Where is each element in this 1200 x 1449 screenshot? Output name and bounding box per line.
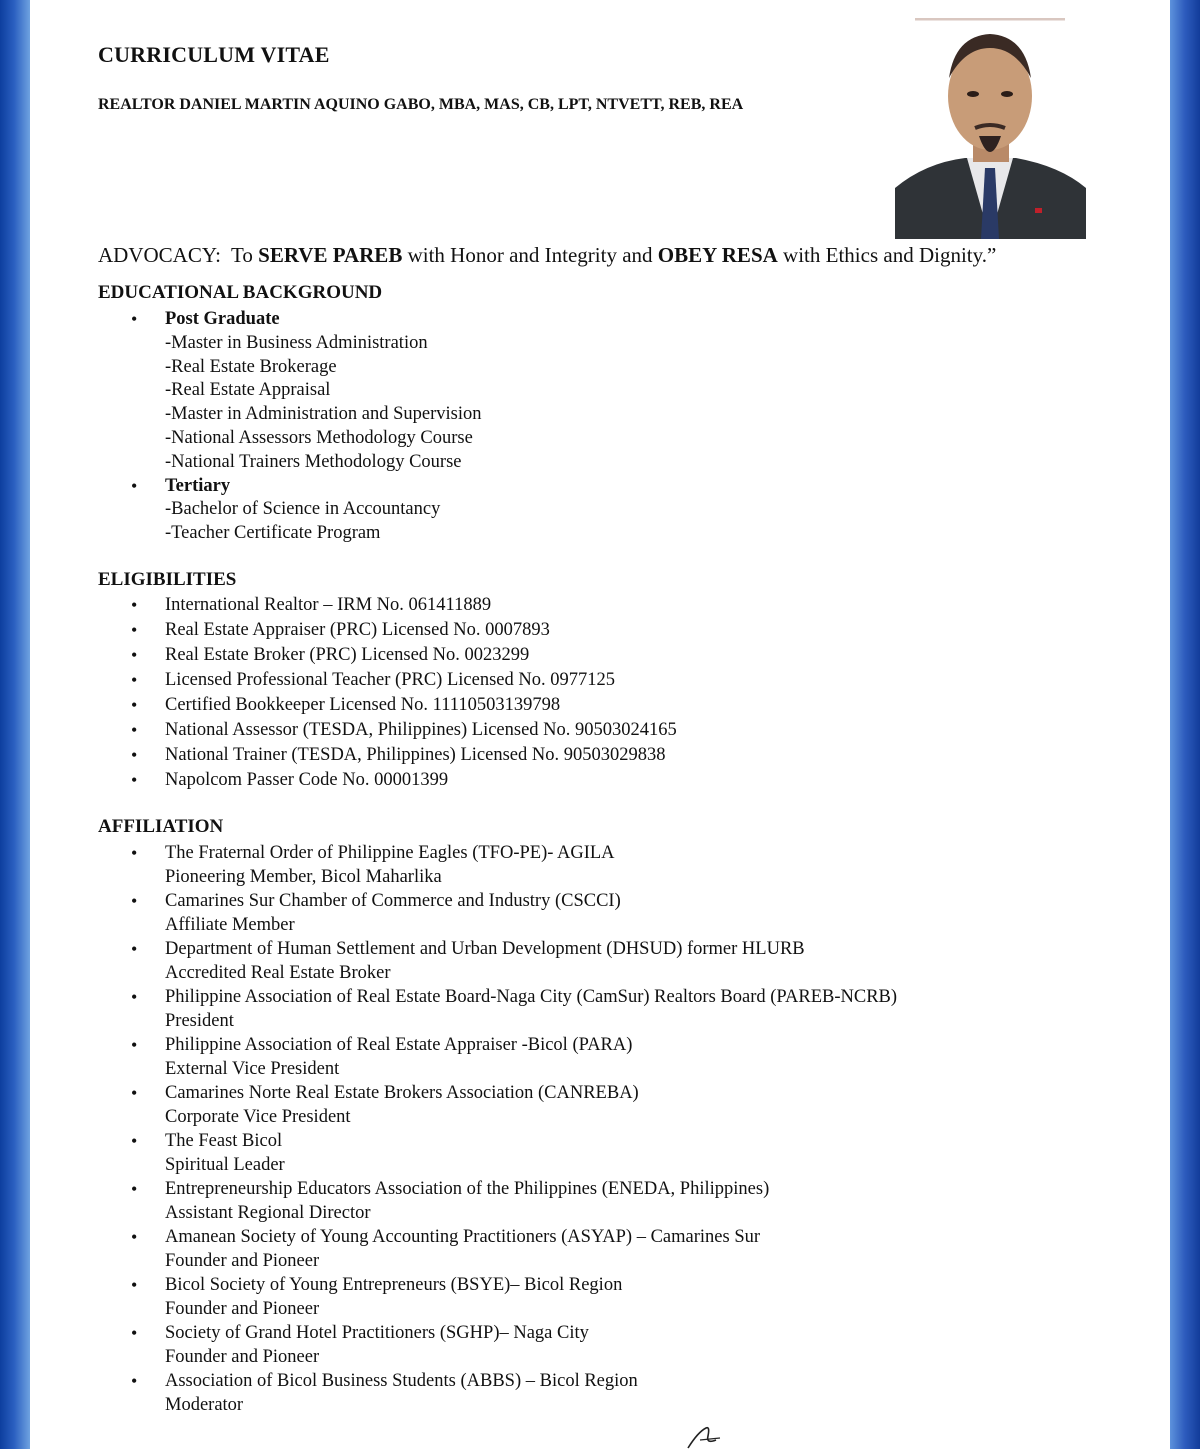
list-item: • Licensed Professional Teacher (PRC) Licensed No. 0977125 (98, 668, 677, 693)
affiliation-role: Corporate Vice President (165, 1106, 351, 1127)
affiliation-item (98, 842, 897, 889)
eligibilities-heading: ELIGIBILITIES (98, 569, 237, 590)
affiliation-org: • Department of Human Settlement and Urban Development (DHSUD) former HLURB (165, 939, 805, 959)
profile-photo (895, 18, 1086, 239)
affiliation-org: • Philippine Association of Real Estate Appraiser -Bicol (PARA) (165, 1035, 633, 1055)
affiliation-org: • Association of Bicol Business Students (ABBS) – Bicol Region (165, 1371, 638, 1391)
affiliation-item (98, 1274, 897, 1321)
affiliation-item (98, 1322, 897, 1369)
advocacy-statement (98, 243, 996, 268)
affiliation-role: Affiliate Member (165, 914, 295, 935)
education-item: -Master in Business Administration (165, 332, 428, 353)
affiliation-item (98, 938, 897, 985)
advocacy-text-1: To (231, 243, 259, 267)
education-item: -Real Estate Appraisal (165, 380, 331, 401)
education-item: -Bachelor of Science in Accountancy (165, 499, 441, 520)
affiliation-role: President (165, 1010, 234, 1031)
affiliation-role: Accredited Real Estate Broker (165, 962, 391, 983)
affiliation-item (98, 1370, 897, 1417)
affiliation-org: • Entrepreneurship Educators Association of the Philippines (ENEDA, Philippines) (165, 1179, 770, 1199)
affiliation-org: • The Feast Bicol (165, 1131, 283, 1151)
list-item: • International Realtor – IRM No. 061411889 (98, 593, 677, 618)
affiliation-org: • Camarines Norte Real Estate Brokers Association (CANREBA) (165, 1083, 639, 1103)
affiliation-org: • Society of Grand Hotel Practitioners (SGHP)– Naga City (165, 1323, 589, 1343)
affiliation-item (98, 1034, 897, 1081)
education-list (98, 308, 482, 546)
education-group-title: Post Graduate (165, 309, 280, 329)
affiliation-role: Founder and Pioneer (165, 1298, 320, 1319)
affiliation-item (98, 986, 897, 1033)
education-item: -Master in Administration and Supervision (165, 404, 482, 425)
list-item: • Real Estate Broker (PRC) Licensed No. 0023299 (98, 643, 677, 668)
affiliation-heading: AFFILIATION (98, 816, 224, 837)
affiliation-role: Moderator (165, 1394, 244, 1415)
list-item: • Napolcom Passer Code No. 00001399 (98, 768, 677, 793)
affiliation-role: External Vice President (165, 1058, 340, 1079)
affiliation-role: Assistant Regional Director (165, 1202, 371, 1223)
affiliation-org: • Bicol Society of Young Entrepreneurs (BSYE)– Bicol Region (165, 1275, 623, 1295)
signature-mark (680, 1422, 740, 1449)
affiliation-item (98, 1130, 897, 1177)
affiliation-list (98, 842, 897, 1418)
affiliation-role: Founder and Pioneer (165, 1250, 320, 1271)
advocacy-label: ADVOCACY: (98, 243, 221, 267)
affiliation-item (98, 1178, 897, 1225)
affiliation-role: Spiritual Leader (165, 1154, 285, 1175)
affiliation-role: Founder and Pioneer (165, 1346, 320, 1367)
page-title: CURRICULUM VITAE (98, 42, 330, 67)
list-item: • Certified Bookkeeper Licensed No. 11110503139798 (98, 693, 677, 718)
affiliation-item (98, 1226, 897, 1273)
education-group (98, 308, 482, 475)
advocacy-text-2: with Honor and Integrity and (402, 243, 658, 267)
list-item: • National Assessor (TESDA, Philippines) Licensed No. 90503024165 (98, 718, 677, 743)
education-item: -Teacher Certificate Program (165, 523, 381, 544)
advocacy-bold-2: OBEY RESA (657, 243, 778, 267)
advocacy-bold-1: SERVE PAREB (258, 243, 403, 267)
affiliation-item (98, 1082, 897, 1129)
education-item: -National Trainers Methodology Course (165, 451, 462, 472)
education-group (98, 475, 482, 546)
affiliation-item (98, 890, 897, 937)
affiliation-org: • Camarines Sur Chamber of Commerce and Industry (CSCCI) (165, 891, 621, 911)
affiliation-org: • Amanean Society of Young Accounting Practitioners (ASYAP) – Camarines Sur (165, 1227, 761, 1247)
cv-page (30, 0, 1170, 1449)
candidate-name: REALTOR DANIEL MARTIN AQUINO GABO, MBA, MAS, CB, LPT, NTVETT, REB, REA (98, 96, 744, 113)
eligibilities-list (98, 593, 677, 793)
list-item: • National Trainer (TESDA, Philippines) Licensed No. 90503029838 (98, 743, 677, 768)
affiliation-org: • Philippine Association of Real Estate Board-Naga City (CamSur) Realtors Board (PAREB-NCRB) (165, 987, 898, 1007)
advocacy-text-3: with Ethics and Dignity.” (777, 243, 997, 267)
education-heading: EDUCATIONAL BACKGROUND (98, 282, 383, 303)
affiliation-org: • The Fraternal Order of Philippine Eagles (TFO-PE)- AGILA (165, 843, 615, 863)
education-group-title: Tertiary (165, 475, 231, 496)
affiliation-role: Pioneering Member, Bicol Maharlika (165, 866, 442, 887)
education-item: -National Assessors Methodology Course (165, 427, 473, 448)
list-item: • Real Estate Appraiser (PRC) Licensed No. 0007893 (98, 618, 677, 643)
education-item: -Real Estate Brokerage (165, 356, 337, 377)
